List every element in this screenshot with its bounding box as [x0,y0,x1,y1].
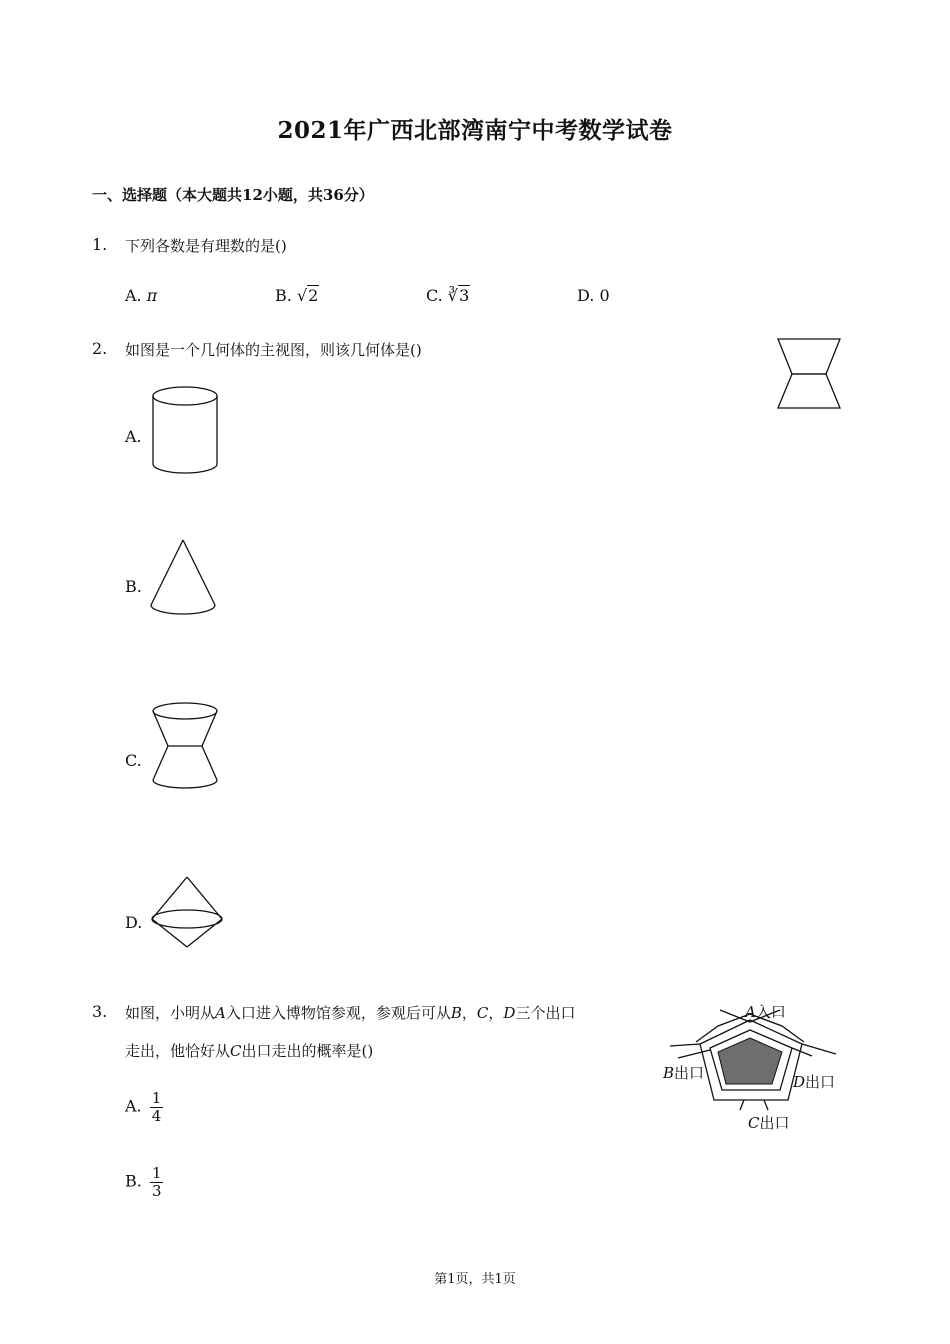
question-1-option-a[interactable] [125,286,157,305]
exit-c-label [748,1112,790,1133]
fraction-numerator: 1 [151,1164,162,1182]
option-value: 3 [459,286,470,305]
front-view-figure [770,336,845,412]
text-segment: 如图，小明从 [125,1004,216,1022]
variable-a: A [215,1004,226,1022]
question-3-text-line-2 [125,1040,373,1061]
option-label: B. [275,286,292,305]
text-segment: 出口走出的概率是() [241,1042,374,1060]
question-2-option-d-label[interactable]: D. [125,913,143,932]
cylinder-figure[interactable] [148,384,222,476]
option-label: A. [125,1096,142,1116]
question-3-number: 3. [92,1002,108,1021]
exit-b-label [663,1062,704,1083]
question-3-option-a[interactable] [125,1090,163,1124]
label-text: 出口 [805,1073,836,1091]
fraction-denominator: 3 [151,1181,162,1200]
radical-sign: ∛ [447,286,459,305]
variable-c: C [476,1004,489,1022]
fraction-denominator: 4 [151,1106,162,1125]
separator: ， [488,1004,504,1022]
text-segment: 三个出口 [515,1004,576,1022]
question-2-option-a-label[interactable]: A. [125,427,142,446]
exit-d-label [793,1071,835,1092]
question-2-text: 如图是一个几何体的主视图，则该几何体是() [125,341,422,359]
label-text: 出口 [674,1064,705,1082]
fraction [150,1090,164,1124]
cube-root-expression [448,286,470,305]
question-1-number: 1. [92,235,108,254]
option-value: π [146,286,158,305]
cone-figure[interactable] [146,536,220,620]
option-label: D. [577,286,595,305]
variable-d: D [503,1004,516,1022]
variable-b: B [450,1004,462,1022]
option-label: B. [125,1171,142,1191]
question-1-option-c[interactable] [426,286,470,305]
question-2-option-b-label[interactable]: B. [125,577,142,596]
text-segment: 走出，他恰好从 [125,1042,231,1060]
label-text: 出口 [759,1114,790,1132]
page-footer: 第1页，共1页 [434,1272,516,1287]
double-frustum-figure[interactable] [148,698,222,794]
label-text: 入口 [755,1003,786,1021]
text-segment: 入口进入博物馆参观，参观后可从 [225,1004,451,1022]
label-b: B [663,1064,675,1082]
question-1-option-b[interactable] [275,286,319,305]
label-c: C [748,1114,760,1132]
option-label: A. [125,286,142,305]
sqrt-expression [297,286,319,305]
question-2-number: 2. [92,339,108,358]
radical-sign: √ [296,286,308,305]
separator: ， [461,1004,477,1022]
option-value: 2 [308,286,319,305]
variable-c: C [230,1042,242,1060]
fraction [150,1165,164,1199]
question-2-option-c-label[interactable]: C. [125,751,142,770]
label-a: A [745,1003,756,1021]
question-1-text: 下列各数是有理数的是() [125,237,287,255]
option-value: 0 [599,286,610,305]
question-3-option-b[interactable] [125,1165,163,1199]
fraction-numerator: 1 [151,1089,162,1107]
double-cone-figure[interactable] [148,874,226,952]
page-title: 2021年广西北部湾南宁中考数学试卷 [277,117,673,144]
option-label: C. [426,286,443,305]
label-d: D [793,1073,806,1091]
question-3-text-line-1 [125,1002,575,1023]
question-1-option-d[interactable] [577,286,610,305]
entrance-a-label [745,1001,786,1022]
section-header: 一、选择题（本大题共12小题，共36分） [92,186,374,204]
